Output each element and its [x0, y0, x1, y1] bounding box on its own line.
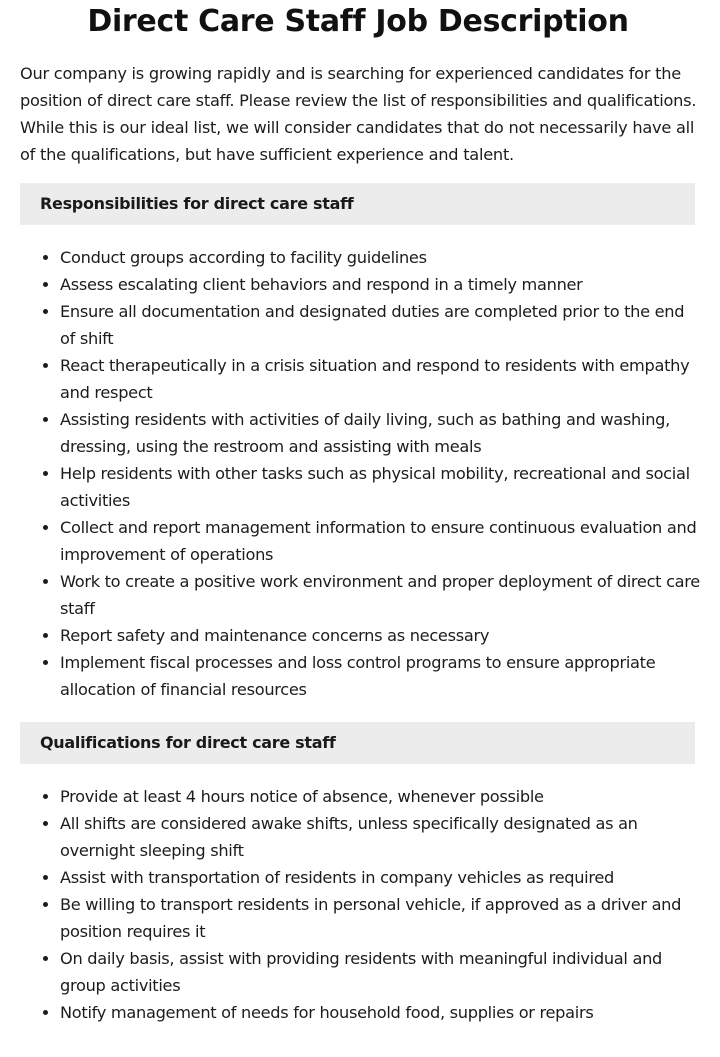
list-item: • On daily basis, assist with providing residents with meaningful individual and group activities	[60, 945, 700, 999]
list-item: • Work to create a positive work environment and proper deployment of direct care staff	[60, 568, 700, 622]
responsibilities-heading: Responsibilities for direct care staff	[40, 194, 354, 213]
list-item: • Collect and report management information to ensure continuous evaluation and improvement of operations	[60, 514, 700, 568]
list-item: • Be willing to transport residents in personal vehicle, if approved as a driver and position requires it	[60, 891, 700, 945]
list-item: • Report safety and maintenance concerns as necessary	[60, 622, 700, 649]
intro-paragraph: Our company is growing rapidly and is searching for experienced candidates for the position of direct care staff. Please review the list of responsibilities and qualifications. While this is our ideal list, we will consider candidates that do not necessarily have all of the qualifications, but have sufficient experience and talent.	[20, 64, 697, 164]
list-item: • Implement fiscal processes and loss control programs to ensure appropriate allocation of financial resources	[60, 649, 700, 703]
list-item: • Assess escalating client behaviors and respond in a timely manner	[60, 271, 700, 298]
list-item: • Assisting residents with activities of daily living, such as bathing and washing, dressing, using the restroom and assisting with meals	[60, 406, 700, 460]
qualifications-list	[20, 783, 700, 1026]
list-item: • Assist with transportation of residents in company vehicles as required	[60, 864, 700, 891]
list-item: • Conduct groups according to facility guidelines	[60, 244, 700, 271]
responsibilities-section-header	[20, 183, 695, 225]
qualifications-section-header	[20, 722, 695, 764]
list-item: • Notify management of needs for household food, supplies or repairs	[60, 999, 700, 1026]
list-item: • Ensure all documentation and designated duties are completed prior to the end of shift	[60, 298, 700, 352]
page-title: Direct Care Staff Job Description	[87, 4, 629, 39]
responsibilities-list	[20, 244, 700, 703]
qualifications-heading: Qualifications for direct care staff	[40, 733, 336, 752]
list-item: • All shifts are considered awake shifts, unless specifically designated as an overnight sleeping shift	[60, 810, 700, 864]
list-item: • React therapeutically in a crisis situation and respond to residents with empathy and respect	[60, 352, 700, 406]
list-item: • Provide at least 4 hours notice of absence, whenever possible	[60, 783, 700, 810]
list-item: • Help residents with other tasks such as physical mobility, recreational and social activities	[60, 460, 700, 514]
